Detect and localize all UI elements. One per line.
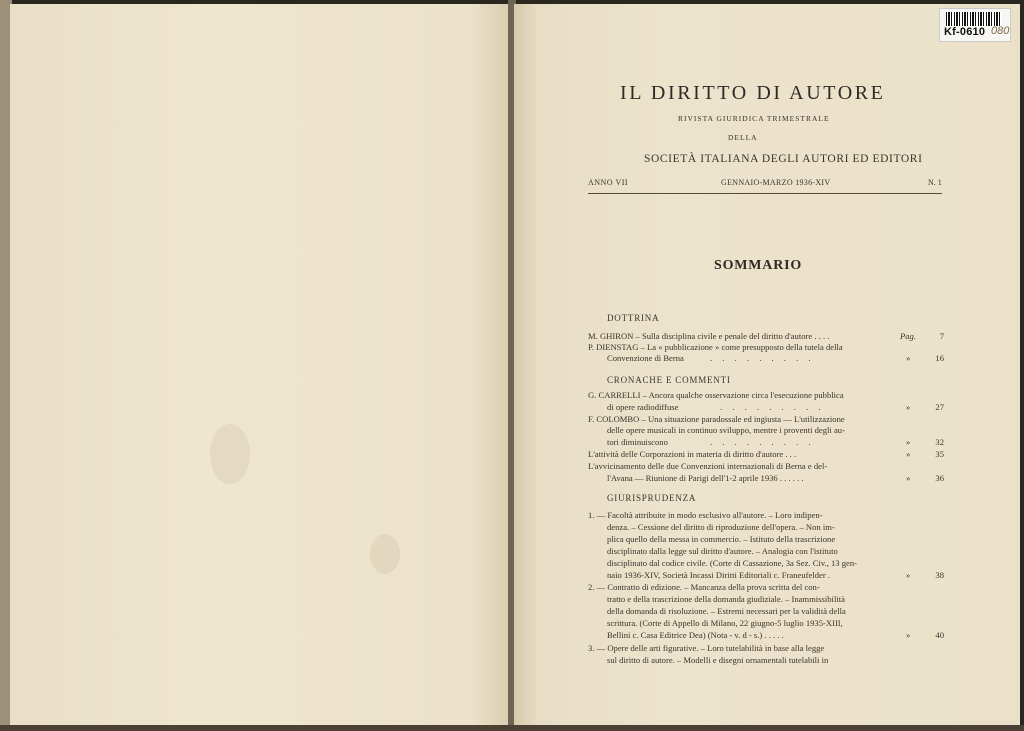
anno-label: ANNO VII — [588, 178, 629, 187]
toc-page-number: 27 — [935, 402, 944, 412]
toc-entry-line: M. GHIRON – Sulla disciplina civile e penale del diritto d'autore . . . . — [588, 331, 830, 341]
ditto-mark: » — [906, 449, 911, 459]
toc-entry-line: naio 1936-XIV, Società Incassi Diritti Editoriali c. Franeufelder . — [607, 570, 830, 580]
section-heading: DOTTRINA — [607, 313, 660, 323]
ditto-mark: » — [906, 402, 911, 412]
toc-entry-line: della domanda di risoluzione. – Estremi necessari per la validità della — [607, 606, 846, 616]
toc-entry-line: scrittura. (Corte di Appello di Milano, 22 giugno-5 luglio 1935-XIII, — [607, 618, 843, 628]
toc-page-number: 36 — [935, 473, 944, 483]
toc-page-number: 35 — [935, 449, 944, 459]
toc-entry-line: tratto e della trascrizione della domanda giudiziale. – Inammissibilità — [607, 594, 845, 604]
ditto-mark: » — [906, 473, 911, 483]
handwritten-number: 080 — [991, 25, 1010, 37]
toc-entry-line: l'Avana — Riunione di Parigi dell'1-2 aprile 1936 . . . . . . — [607, 473, 804, 483]
toc-entry-line: di opere radiodiffuse — [607, 402, 679, 412]
sommario-heading: SOMMARIO — [714, 258, 803, 273]
ditto-mark: » — [906, 437, 911, 447]
leader-dots: . . . . . . . . . — [720, 402, 825, 412]
journal-subtitle: RIVISTA GIURIDICA TRIMESTRALE — [678, 114, 830, 123]
della-label: DELLA — [728, 133, 758, 142]
toc-entry-line: disciplinato dalla legge sul diritto d'autore. – Analogia con l'istituto — [607, 546, 838, 556]
barcode-code: Kf-0610 — [944, 26, 986, 38]
toc-entry-line: 2. — Contratto di edizione. – Mancanza della prova scritta del con- — [588, 582, 820, 592]
toc-page-number: 16 — [935, 353, 944, 363]
toc-page-number: 32 — [935, 437, 944, 447]
leader-dots: . . . . . . . . . — [710, 437, 815, 447]
toc-entry-line: F. COLOMBO – Una situazione paradossale ed ingiusta — L'utilizzazione — [588, 414, 845, 424]
header-rule — [588, 193, 942, 194]
page-stain — [210, 424, 250, 484]
toc-entry-line: plica quello della messa in commercio. – Istituto della trascrizione — [607, 534, 836, 544]
left-page-blank — [10, 4, 510, 731]
toc-entry-line: Bellini c. Casa Editrice Dea) (Nota - v. d - s.) . . . . . — [607, 630, 784, 640]
section-heading: CRONACHE E COMMENTI — [607, 375, 731, 385]
toc-page-number: 38 — [935, 570, 944, 580]
issue-date: GENNAIO-MARZO 1936-XIV — [721, 178, 831, 187]
toc-entry-line: P. DIENSTAG – La « pubblicazione » come presupposto della tutela della — [588, 342, 843, 352]
ditto-mark: » — [906, 630, 911, 640]
journal-title: IL DIRITTO DI AUTORE — [620, 82, 886, 104]
toc-page-number: 7 — [939, 331, 944, 341]
toc-page-number: 40 — [935, 630, 944, 640]
page-label: Pag. — [900, 331, 916, 341]
ditto-mark: » — [906, 570, 911, 580]
toc-entry-line: delle opere musicali in continuo sviluppo, mentre i proventi degli au- — [607, 425, 845, 435]
toc-entry-line: 3. — Opere delle arti figurative. – Loro tutelabilità in base alla legge — [588, 643, 825, 653]
toc-entry-line: tori diminuiscono — [607, 437, 668, 447]
book-bottom-edge — [0, 725, 1024, 731]
toc-entry-line: 1. — Facoltà attribuite in modo esclusivo all'autore. – Loro indipen- — [588, 510, 823, 520]
toc-entry-line: disciplinato dal codice civile. (Corte di Cassazione, 3a Sez. Civ., 13 gen- — [607, 558, 858, 568]
toc-entry-line: denza. – Cessione del diritto di riproduzione dell'opera. – Non im- — [607, 522, 835, 532]
toc-entry-line: sul diritto di autore. – Modelli e disegni ornamentali tutelabili in — [607, 655, 829, 665]
leader-dots: . . . . . . . . . — [710, 353, 815, 363]
issue-number: N. 1 — [928, 178, 942, 187]
page-stain — [370, 534, 400, 574]
ditto-mark: » — [906, 353, 911, 363]
barcode-icon — [946, 12, 1002, 26]
toc-entry-line: L'avvicinamento delle due Convenzioni internazionali di Berna e del- — [588, 461, 828, 471]
section-heading: GIURISPRUDENZA — [607, 493, 697, 503]
toc-entry-line: L'attività delle Corporazioni in materia di diritto d'autore . . . — [588, 449, 797, 459]
toc-entry-line: Convenzione di Berna — [607, 353, 684, 363]
toc-entry-line: G. CARRELLI – Ancora qualche osservazione circa l'esecuzione pubblica — [588, 390, 844, 400]
society-name: SOCIETÀ ITALIANA DEGLI AUTORI ED EDITORI — [644, 153, 923, 165]
library-barcode-label — [939, 8, 1011, 42]
